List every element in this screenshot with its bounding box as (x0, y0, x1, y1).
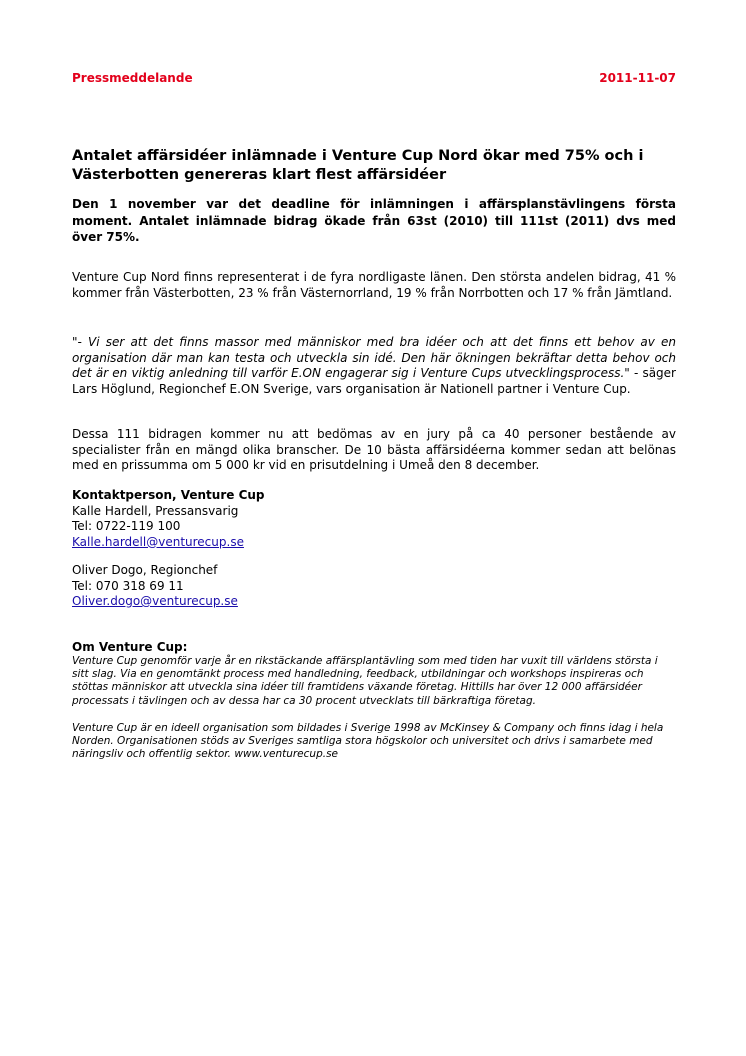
contact-heading: Kontaktperson, Venture Cup (72, 488, 265, 502)
contact-phone: Tel: 0722-119 100 (72, 519, 181, 533)
about-paragraph: Venture Cup är en ideell organisation som bildades i Sverige 1998 av McKinsey & Company och finns idag i hela Norden. Organisationen stöds av Sveriges samtliga stora högskolor och universitet och drivs i samarbete med näringsliv och offentlig sektor. www.venturecup.se (72, 721, 664, 761)
contact-block-primary (72, 488, 676, 550)
quote-text: "- Vi ser att det finns massor med människor med bra idéer och att det finns ett behov av en organisation där man kan testa och utveckla sin idé. Den här ökningen bekräftar detta behov och det är en viktig anledning till varför E.ON engagerar sig i Venture Cups utvecklingsprocess." (72, 335, 676, 380)
quote-attribution: - säger Lars Höglund, Regionchef E.ON Sverige, vars organisation är Nationell partner i Venture Cup. (72, 366, 676, 396)
body-paragraph-regions: Venture Cup Nord finns representerat i de fyra nordligaste länen. Den största andelen bidrag, 41 % kommer från Västerbotten, 23 % från Västernorrland, 19 % från Norrbotten och 17 % från Jämtland. (72, 270, 676, 300)
contact-name: Oliver Dogo, Regionchef (72, 563, 218, 577)
contact-name: Kalle Hardell, Pressansvarig (72, 503, 239, 518)
body-paragraph-quote (72, 335, 676, 397)
about-paragraph: Venture Cup genomför varje år en rikstäckande affärsplantävling som med tiden har vuxit till världens största i sitt slag. Via en genomtänkt process med handledning, feedback, utbildningar och workshops inspireras och stöttas människor att utveckla sina idéer till framtidens växande företag. Hittills har över 12 000 affärsidéer processats i tävlingen och av dessa har ca 30 procent utvecklats till bärkraftiga företag. (72, 655, 658, 707)
release-date: 2011-11-07 (599, 71, 676, 85)
document-header (72, 71, 676, 87)
about-heading: Om Venture Cup: (72, 640, 188, 654)
contact-email-link[interactable]: Kalle.hardell@venturecup.se (72, 534, 244, 549)
lead-paragraph: Den 1 november var det deadline för inlämningen i affärsplanstävlingens första moment. Antalet inlämnade bidrag ökade från 63st (2010) till 111st (2011) dvs med över 75%. (72, 197, 676, 244)
press-release-label: Pressmeddelande (72, 71, 193, 85)
contact-email-link[interactable]: Oliver.dogo@venturecup.se (72, 594, 238, 608)
body-paragraph-jury: Dessa 111 bidragen kommer nu att bedömas av en jury på ca 40 personer bestående av specialister från en mängd olika branscher. De 10 bästa affärsidéerna kommer sedan att belönas med en prissumma om 5 000 kr vid en prisutdelning i Umeå den 8 december. (72, 427, 676, 472)
page-title: Antalet affärsidéer inlämnade i Venture Cup Nord ökar med 75% och i Västerbotten genereras klart flest affärsidéer (72, 148, 644, 183)
about-section (72, 640, 676, 761)
contact-phone: Tel: 070 318 69 11 (72, 578, 184, 593)
contact-block-secondary (72, 563, 676, 610)
